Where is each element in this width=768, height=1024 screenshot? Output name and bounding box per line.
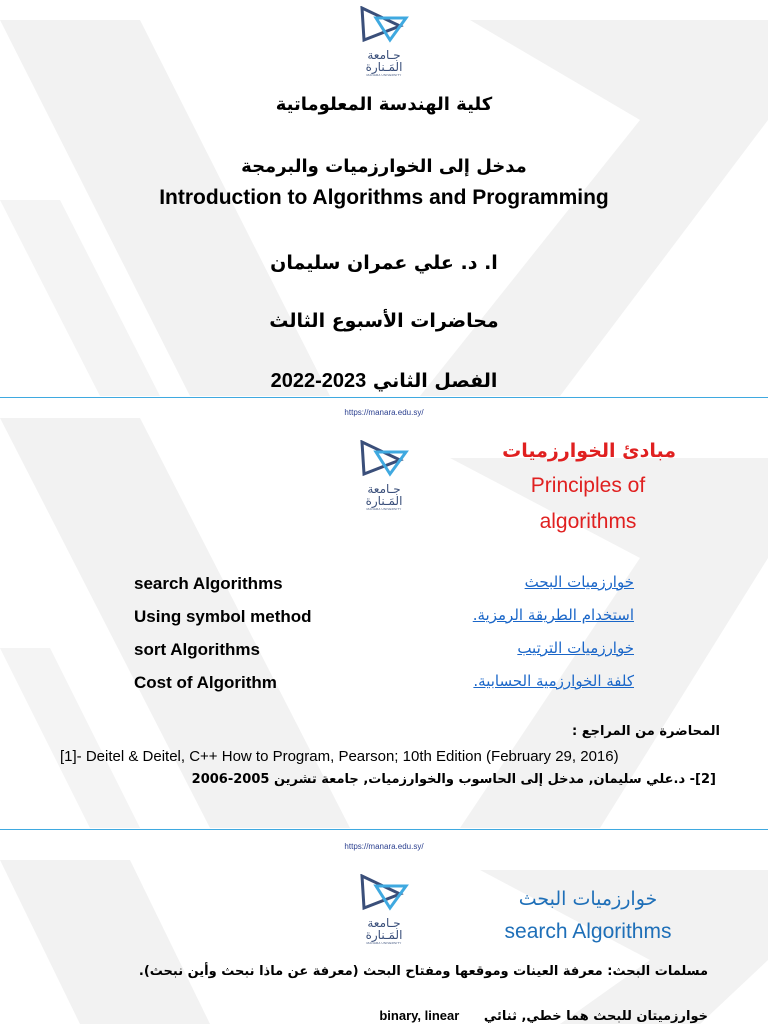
- logo-icon: [354, 440, 414, 478]
- topic-link-symbol[interactable]: استخدام الطريقة الرمزية.: [472, 606, 634, 624]
- page-url[interactable]: https://manara.edu.sy/: [344, 842, 424, 851]
- section-title-en-2: algorithms: [539, 510, 637, 533]
- university-logo: [354, 440, 414, 511]
- logo-name-ar: جـامعة المَـنارة: [365, 916, 403, 942]
- search-premises: مسلمات البحث: معرفة العينات وموقعها ومفتاح البحث (معرفة عن ماذا نبحث وأين نبحث).: [138, 964, 708, 979]
- logo-name-ar: جـامعة المَـنارة: [365, 482, 403, 508]
- semester-year: 2022-2023: [270, 370, 367, 392]
- logo-name-en: MANARA UNIVERSITY: [366, 73, 402, 77]
- course-title-en: Introduction to Algorithms and Programming: [159, 186, 609, 209]
- logo-name-ar: جـامعة المَـنارة: [365, 48, 403, 74]
- topic-en-search: search Algorithms: [134, 574, 283, 593]
- topic-link-search[interactable]: خوارزميات البحث: [524, 573, 634, 591]
- search-algorithms-en: binary, linear: [379, 1008, 460, 1023]
- reference-1: [1]- Deitel & Deitel, C++ How to Program, Pearson; 10th Edition (February 29, 2016): [60, 748, 619, 765]
- topic-en-cost: Cost of Algorithm: [134, 673, 277, 692]
- slide-title: [0, 0, 768, 396]
- instructor-name: ا. د. علي عمران سليمان: [270, 252, 498, 274]
- topic-en-sort: sort Algorithms: [134, 640, 260, 659]
- logo-icon: [354, 874, 414, 912]
- lecture-week: محاضرات الأسبوع الثالث: [269, 310, 499, 332]
- section-title-ar: خوارزميات البحث: [518, 888, 658, 910]
- university-logo: [354, 6, 414, 77]
- section-title-ar: مبادئ الخوارزميات: [502, 440, 676, 462]
- page-url[interactable]: https://manara.edu.sy/: [344, 408, 424, 417]
- semester-label: الفصل الثاني: [372, 370, 498, 392]
- topic-en-symbol: Using symbol method: [134, 607, 312, 626]
- university-logo: [354, 874, 414, 945]
- search-algorithms-ar: خوارزميتان للبحث هما خطي, ثنائي: [483, 1009, 708, 1024]
- slide-principles: [0, 398, 768, 828]
- search-algorithms-line: [379, 1008, 708, 1024]
- semester: [0, 370, 768, 393]
- logo-name-en: MANARA UNIVERSITY: [366, 507, 402, 511]
- reference-2: [2]- د.علي سليمان, مدخل إلى الحاسوب والخوارزميات, جامعة تشرين 2005-2006: [191, 772, 716, 787]
- topic-link-sort[interactable]: خوارزميات الترتيب: [517, 639, 634, 657]
- topic-link-cost[interactable]: كلفة الخوارزمية الحسابية.: [473, 672, 634, 690]
- faculty-name: كلية الهندسة المعلوماتية: [275, 94, 493, 115]
- section-title-en: search Algorithms: [504, 920, 672, 943]
- logo-name-en: MANARA UNIVERSITY: [366, 941, 402, 945]
- section-title-en-1: Principles of: [530, 474, 646, 497]
- course-title-ar: مدخل إلى الخوارزميات والبرمجة: [241, 156, 527, 177]
- slide-search: [0, 830, 768, 1024]
- logo-icon: [354, 6, 414, 44]
- references-heading: المحاضرة من المراجع :: [572, 724, 720, 739]
